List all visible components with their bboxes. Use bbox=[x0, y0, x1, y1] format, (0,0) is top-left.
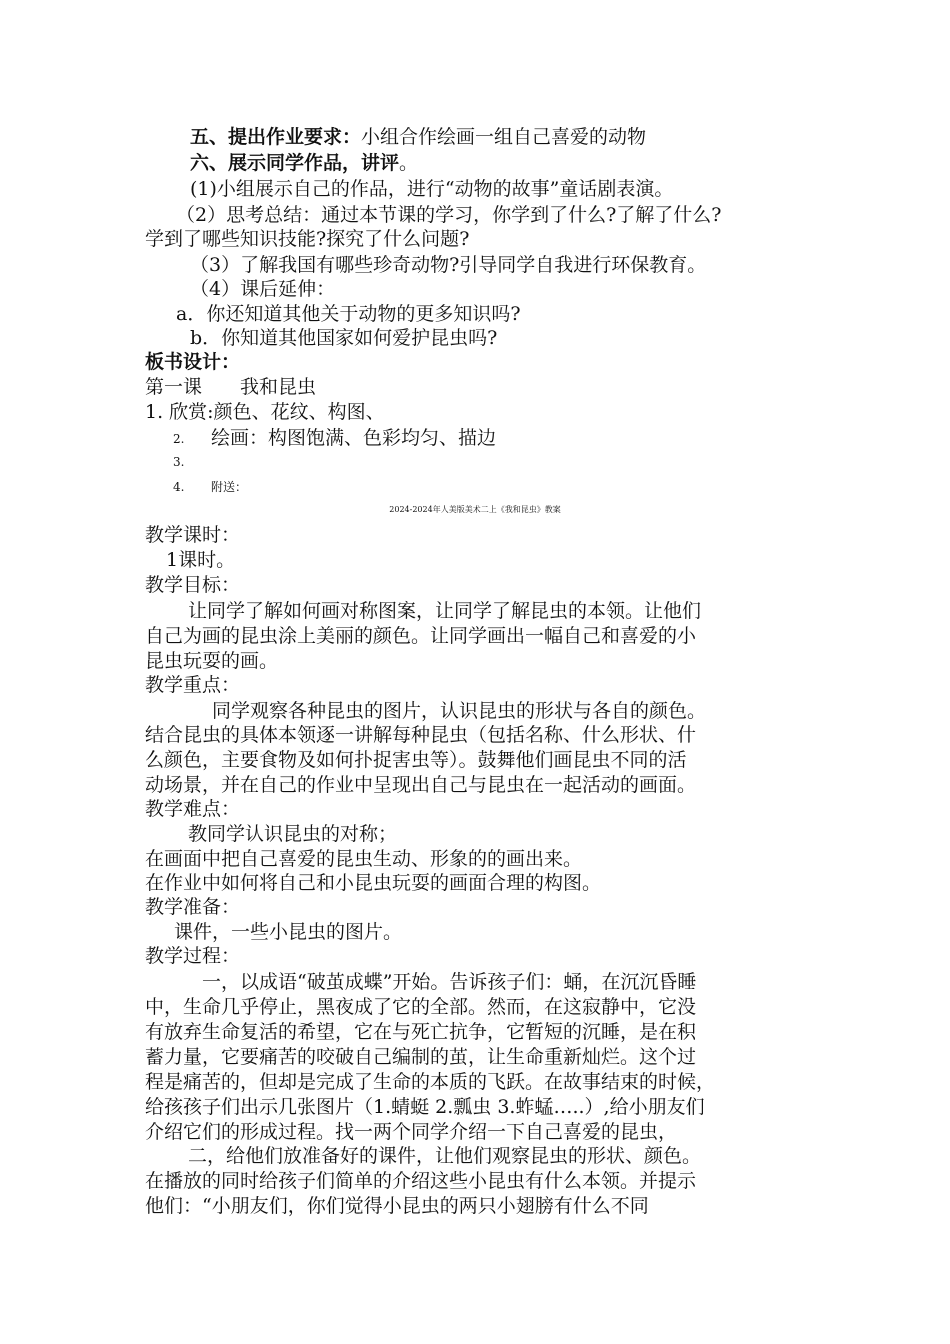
process-line-2: 中，生命几乎停止，黑夜成了它的全部。然而，在这寂静中，它没 bbox=[145, 996, 697, 1018]
process-line-9: 在播放的同时给孩子们简单的介绍这些小昆虫有什么本领。并提示 bbox=[145, 1170, 697, 1192]
board-item-1: 1. 欣赏:颜色、花纹、构图、 bbox=[145, 401, 385, 423]
process-line-10: 他们：“小朋友们，你们觉得小昆虫的两只小翅膀有什么不同 bbox=[145, 1195, 649, 1217]
key-line-3: 么颜色，主要食物及如何扑捉害虫等）。鼓舞他们画昆虫不同的活 bbox=[145, 749, 687, 771]
process-line-1: 一，以成语“破茧成蝶”开始。告诉孩子们：蛹，在沉沉昏睡 bbox=[202, 971, 697, 993]
key-line-1: 同学观察各种昆虫的图片，认识昆虫的形状与各自的颜色。 bbox=[212, 700, 707, 722]
key-line-2: 结合昆虫的具体本领逐一讲解每种昆虫（包括名称、什么形状、什 bbox=[145, 724, 697, 746]
homework-line bbox=[190, 126, 646, 148]
difficulty-line-2: 在画面中把自己喜爱的昆虫生动、形象的的画出来。 bbox=[145, 848, 583, 870]
goals-line-1: 让同学了解如何画对称图案，让同学了解昆虫的本领。让他们 bbox=[188, 600, 702, 622]
process-line-4: 蓄力量，它要痛苦的咬破自己编制的茧，让生命重新灿烂。这个过 bbox=[145, 1046, 697, 1068]
document-title: 2024-2024年人美版美术二上《我和昆虫》教案 bbox=[389, 505, 561, 514]
board-item-2-num: 2. bbox=[173, 432, 185, 446]
goals-label: 教学目标： bbox=[145, 574, 241, 596]
goals-line-2: 自己为画的昆虫涂上美丽的颜色。让同学画出一幅自己和喜爱的小 bbox=[145, 625, 697, 647]
prep-label: 教学准备： bbox=[145, 896, 241, 918]
hours-value: 1课时。 bbox=[166, 549, 236, 571]
activity-item-2a: （2）思考总结：通过本节课的学习，你学到了什么?了解了什么? bbox=[176, 204, 722, 226]
activity-item-4: （4）课后延伸： bbox=[190, 278, 336, 300]
activity-item-3: （3）了解我国有哪些珍奇动物?引导同学自我进行环保教育。 bbox=[190, 254, 707, 276]
activity-item-a: a．你还知道其他关于动物的更多知识吗? bbox=[176, 303, 521, 325]
show-line bbox=[190, 152, 418, 174]
difficulty-label: 教学难点： bbox=[145, 798, 241, 820]
homework-text: 小组合作绘画一组自己喜爱的动物 bbox=[361, 126, 647, 148]
board-item-4-num: 4. bbox=[173, 480, 185, 494]
show-tail: 。 bbox=[399, 152, 419, 174]
board-lesson: 第一课 我和昆虫 bbox=[145, 376, 317, 398]
board-heading: 板书设计： bbox=[145, 351, 241, 373]
process-line-3: 有放弃生命复活的希望，它在与死亡抗争，它暂短的沉睡，是在积 bbox=[145, 1021, 697, 1043]
show-heading: 六、展示同学作品，讲评 bbox=[190, 152, 400, 174]
difficulty-line-3: 在作业中如何将自己和小昆虫玩耍的画面合理的构图。 bbox=[145, 872, 602, 894]
process-line-5: 程是痛苦的，但却是完成了生命的本质的飞跃。在故事结束的时候， bbox=[145, 1071, 716, 1093]
goals-line-3: 昆虫玩耍的画。 bbox=[145, 650, 279, 672]
activity-item-2b: 学到了哪些知识技能?探究了什么问题? bbox=[145, 228, 470, 250]
process-label: 教学过程： bbox=[145, 945, 241, 967]
homework-heading: 五、提出作业要求： bbox=[190, 126, 362, 148]
hours-label: 教学课时： bbox=[145, 524, 241, 546]
activity-item-1: (1)小组展示自己的作品，进行“动物的故事”童话剧表演。 bbox=[190, 178, 674, 200]
key-line-4: 动场景，并在自己的作业中呈现出自己与昆虫在一起活动的画面。 bbox=[145, 774, 697, 796]
board-item-4-text: 附送： bbox=[211, 480, 248, 494]
process-line-7: 介绍它们的形成过程。找一两个同学介绍一下自己喜爱的昆虫， bbox=[145, 1121, 678, 1143]
prep-text: 课件，一些小昆虫的图片。 bbox=[174, 921, 403, 943]
board-item-2-text: 绘画：构图饱满、色彩均匀、描边 bbox=[211, 427, 497, 449]
activity-item-b: b．你知道其他国家如何爱护昆虫吗? bbox=[190, 327, 498, 349]
process-line-8: 二，给他们放准备好的课件，让他们观察昆虫的形状、颜色。 bbox=[188, 1145, 702, 1167]
difficulty-line-1: 教同学认识昆虫的对称； bbox=[188, 823, 398, 845]
key-label: 教学重点： bbox=[145, 674, 241, 696]
board-item-3-num: 3. bbox=[173, 455, 185, 469]
process-line-6: 给孩孩子们出示几张图片（1.蜻蜓 2.瓢虫 3.蚱蜢…..）,给小朋友们 bbox=[145, 1096, 705, 1118]
